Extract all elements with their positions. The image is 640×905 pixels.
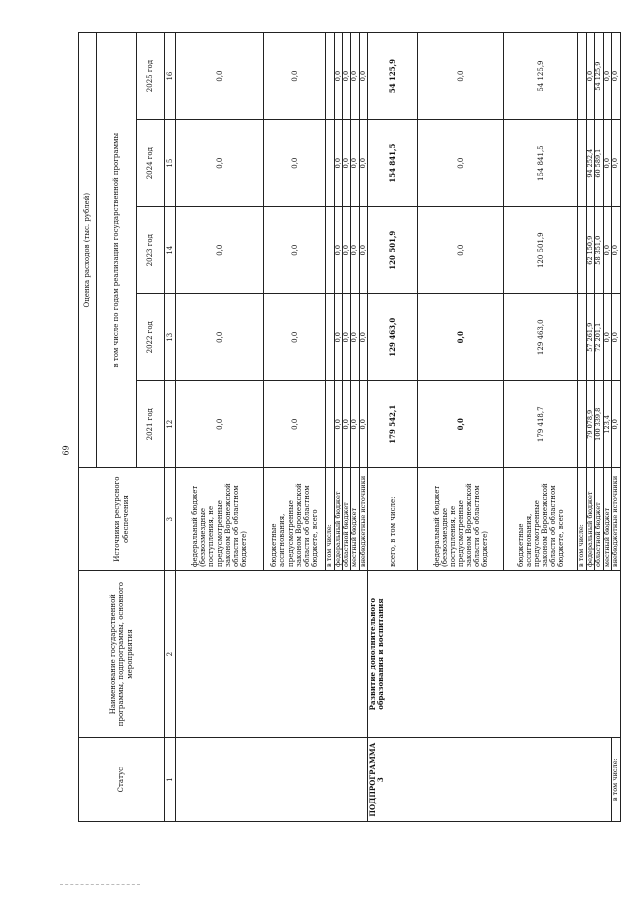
value-cell: 0,0	[176, 294, 264, 381]
header-status: Статус	[79, 738, 165, 822]
header-by-years: в том числе по годам реализации государственной программы	[97, 33, 137, 468]
source-cell: всего, в том числе:	[368, 468, 418, 571]
value-cell: 0,0	[351, 381, 359, 468]
table-row	[176, 33, 264, 822]
col-number: 16	[165, 33, 176, 120]
header-estimate: Оценка расходов (тыс. рублей)	[79, 33, 97, 468]
source-cell: в том числе:	[326, 468, 334, 571]
value-cell: 0,0	[334, 294, 342, 381]
value-cell: 0,0	[342, 207, 350, 294]
header-year: 2024 год	[137, 120, 165, 207]
value-cell: 0,0	[612, 33, 620, 120]
col-number: 3	[165, 468, 176, 571]
value-cell: 0,0	[418, 294, 504, 381]
value-cell: 0,0	[418, 33, 504, 120]
value-cell: 54 125,9	[368, 33, 418, 120]
value-cell: 0,0	[176, 381, 264, 468]
col-number: 14	[165, 207, 176, 294]
value-cell	[326, 33, 334, 120]
value-cell: 54 125,9	[504, 33, 578, 120]
value-cell: 0,0	[351, 120, 359, 207]
program-status: ПОДПРОГРАММА 3	[368, 738, 612, 822]
header-year: 2021 год	[137, 381, 165, 468]
value-cell: 94 252,4	[586, 120, 594, 207]
col-number: 13	[165, 294, 176, 381]
value-cell: 0,0	[342, 120, 350, 207]
header-name: Наименование государственной программы, подпрограммы, основного мероприятия	[79, 570, 165, 737]
value-cell: 123,4	[603, 381, 611, 468]
value-cell: 0,0	[351, 207, 359, 294]
value-cell: 0,0	[359, 120, 367, 207]
value-cell: 0,0	[586, 33, 594, 120]
value-cell: 0,0	[264, 207, 326, 294]
status-cell	[176, 738, 368, 822]
header-source: Источники ресурсного обеспечения	[79, 468, 165, 571]
value-cell: 0,0	[603, 294, 611, 381]
header-year: 2022 год	[137, 294, 165, 381]
source-cell: местный бюджет	[603, 468, 611, 571]
value-cell: 79 078,9	[586, 381, 594, 468]
table-row	[368, 33, 418, 822]
value-cell: 0,0	[603, 120, 611, 207]
page-number: 69	[60, 445, 70, 456]
source-cell: внебюджетные источники	[612, 468, 620, 571]
value-cell: 0,0	[342, 33, 350, 120]
source-cell: бюджетные ассигнования, предусмотренные законом Воронежской области об областном бюджете, всего	[504, 468, 578, 571]
name-cell	[176, 570, 368, 737]
header-year: 2025 год	[137, 33, 165, 120]
value-cell: 0,0	[176, 33, 264, 120]
col-number: 2	[165, 570, 176, 737]
value-cell	[326, 207, 334, 294]
value-cell: 179 542,1	[368, 381, 418, 468]
value-cell: 0,0	[612, 207, 620, 294]
value-cell: 57 261,9	[586, 294, 594, 381]
source-cell: областной бюджет	[595, 468, 603, 571]
value-cell: 0,0	[264, 33, 326, 120]
value-cell: 0,0	[334, 120, 342, 207]
value-cell: 0,0	[359, 381, 367, 468]
value-cell: 0,0	[603, 33, 611, 120]
value-cell: 0,0	[264, 381, 326, 468]
value-cell: 58 351,0	[595, 207, 603, 294]
value-cell: 154 841,5	[368, 120, 418, 207]
value-cell	[326, 294, 334, 381]
source-cell: федеральный бюджет (безвозмездные поступления, не предусмотренные законом Воронежской области об областном бюджете)	[176, 468, 264, 571]
value-cell: 0,0	[351, 294, 359, 381]
value-cell: 0,0	[418, 381, 504, 468]
value-cell: 0,0	[418, 207, 504, 294]
value-cell: 0,0	[351, 33, 359, 120]
value-cell	[326, 381, 334, 468]
value-cell: 0,0	[176, 207, 264, 294]
source-cell: местный бюджет	[351, 468, 359, 571]
scan-artifact-line	[60, 884, 140, 885]
value-cell: 179 418,7	[504, 381, 578, 468]
value-cell: 0,0	[418, 120, 504, 207]
source-cell: в том числе:	[578, 468, 586, 571]
value-cell: 0,0	[264, 294, 326, 381]
source-cell: внебюджетные источники	[359, 468, 367, 571]
source-cell: бюджетные ассигнования, предусмотренные законом Воронежской области об областном бюджете, всего	[264, 468, 326, 571]
col-number: 12	[165, 381, 176, 468]
value-cell: 154 841,5	[504, 120, 578, 207]
value-cell: 0,0	[612, 381, 620, 468]
value-cell: 120 501,9	[368, 207, 418, 294]
value-cell: 0,0	[264, 120, 326, 207]
value-cell: 129 463,0	[504, 294, 578, 381]
value-cell: 0,0	[612, 120, 620, 207]
col-number: 1	[165, 738, 176, 822]
header-year: 2023 год	[137, 207, 165, 294]
value-cell: 0,0	[334, 33, 342, 120]
value-cell: 0,0	[612, 294, 620, 381]
value-cell: 0,0	[334, 207, 342, 294]
value-cell: 0,0	[359, 33, 367, 120]
value-cell: 0,0	[334, 381, 342, 468]
value-cell: 72 201,1	[595, 294, 603, 381]
budget-table	[78, 32, 621, 822]
value-cell: 0,0	[603, 207, 611, 294]
program-name: Развитие дополнительного образования и воспитания	[368, 570, 620, 737]
col-number: 15	[165, 120, 176, 207]
budget-table-sheet	[78, 32, 618, 822]
source-cell: областной бюджет	[342, 468, 350, 571]
value-cell: 100 339,8	[595, 381, 603, 468]
value-cell: 0,0	[176, 120, 264, 207]
footer-status: в том числе:	[612, 738, 620, 822]
value-cell: 54 125,9	[595, 33, 603, 120]
value-cell: 0,0	[342, 294, 350, 381]
value-cell: 0,0	[359, 207, 367, 294]
value-cell: 129 463,0	[368, 294, 418, 381]
value-cell: 120 501,9	[504, 207, 578, 294]
value-cell: 0,0	[342, 381, 350, 468]
value-cell	[326, 120, 334, 207]
source-cell: федеральный бюджет (безвозмездные поступления, не предусмотренные законом Воронежской области об областном бюджете)	[418, 468, 504, 571]
source-cell: федеральный бюджет	[334, 468, 342, 571]
value-cell: 0,0	[359, 294, 367, 381]
value-cell: 60 589,1	[595, 120, 603, 207]
value-cell: 62 150,9	[586, 207, 594, 294]
source-cell: федеральный бюджет	[586, 468, 594, 571]
